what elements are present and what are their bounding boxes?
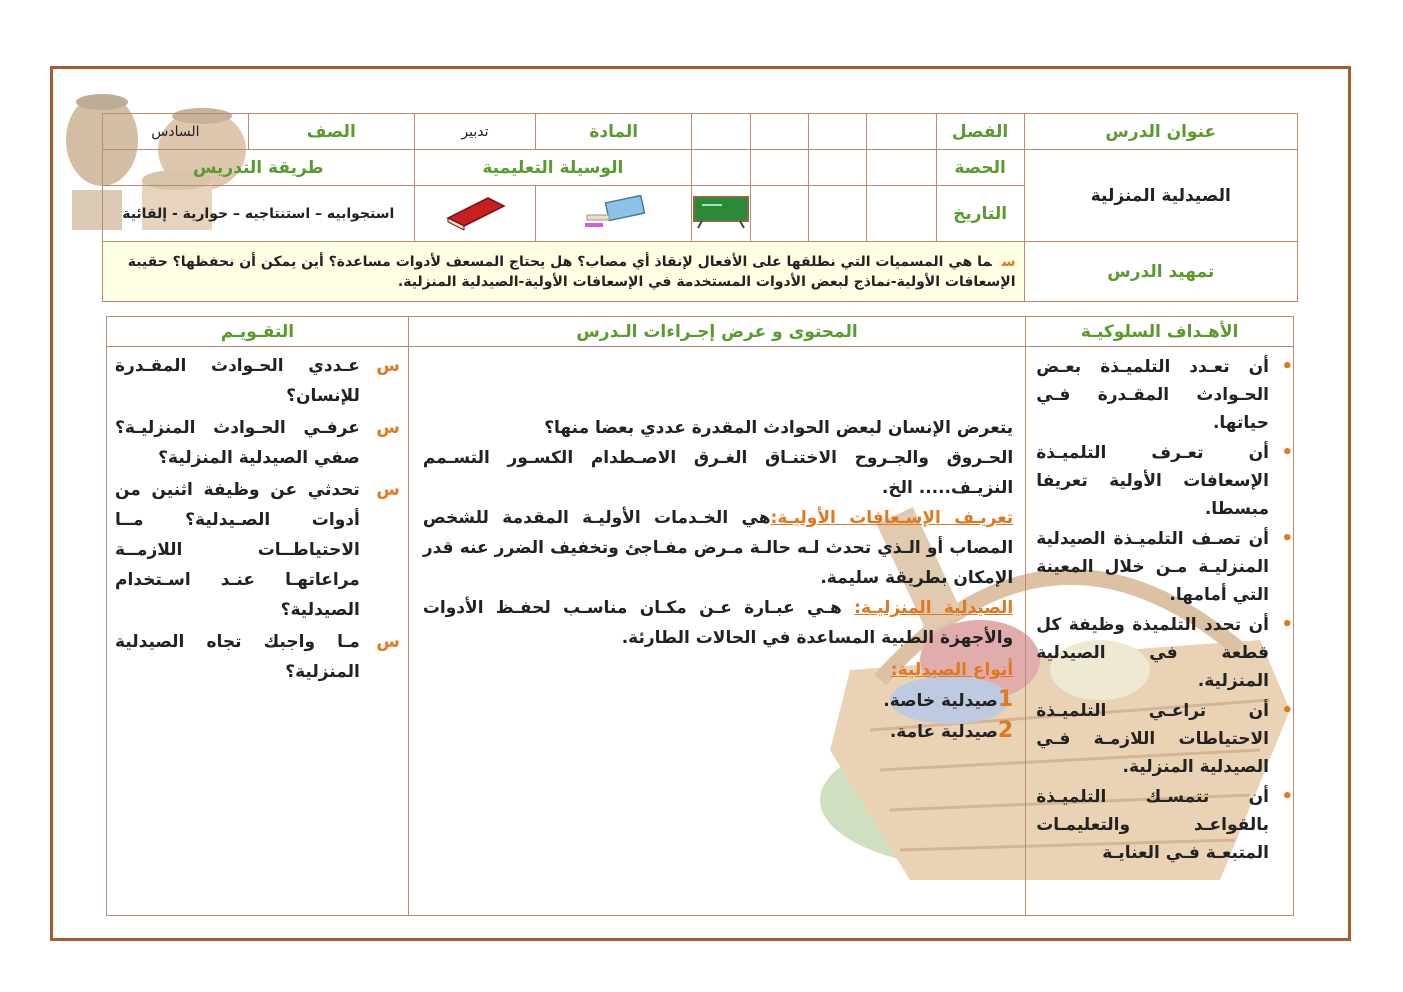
goal-item: • أن تعـرف التلميـذة الإسعافات الأولية تعريفا مبسطا. [1036, 439, 1283, 523]
evaluation-item [115, 413, 400, 473]
evaluation-text: عـددي الحـوادث المقـدرة للإنسان؟ [115, 356, 360, 406]
lesson-header-table [102, 113, 1298, 302]
blank-cell [751, 150, 809, 186]
home-pharmacy-text: هـي عبـارة عـن مكـان مناسـب لحفـظ الأدوات والأجهزة الطبية المساعدة في الحالات الطارئة. [422, 598, 1014, 648]
book-icon [442, 192, 508, 232]
evaluation-header: التقـويـم [107, 317, 409, 347]
blank-cell [866, 150, 936, 186]
home-pharmacy-label: الصيدلية المنزليـة: [854, 598, 1014, 618]
evaluation-item [115, 627, 400, 687]
intro-text: ما هي المسميات التي نطلقها على الأفعال لإنقاذ أي مصاب؟ هل يحتاج المسعف لأدوات مساعدة؟ أين يمكن أن نحفظها؟ حقيبة الإسعافات الأولية-نماذج لبعض الأدوات المستخدمة في الإسعافات الأولية-الصيدلية المنزلية. [127, 253, 1016, 290]
evaluation-item [115, 351, 400, 411]
goal-item: • أن تتمسـك التلميـذة بالقواعـد والتعليمـات المتبعـة فـي العنايـة [1036, 783, 1283, 867]
evaluation-text: مـا واجبك تجاه الصيدلية المنزلية؟ [115, 632, 360, 682]
blank-cell [692, 114, 751, 150]
blank-cell [808, 150, 866, 186]
pharmacy-type-text: صيدلية خاصة. [883, 691, 998, 711]
blank-cell [692, 150, 751, 186]
blank-cell [808, 114, 866, 150]
content-accidents: الحـروق والجـروح الاختنـاق الغـرق الاصـطدام الكسـور التسـمم النزيـف..... الخ. [422, 448, 1014, 498]
semester-label: الفصل [936, 114, 1024, 150]
blackboard-icon-cell [692, 186, 751, 242]
goals-header: الأهـداف السلوكيـة [1026, 317, 1294, 347]
question-marker: س [376, 356, 400, 376]
blank-cell [751, 186, 809, 242]
content-header: المحتوى و عرض إجـراءات الـدرس [408, 317, 1025, 347]
first-aid-definition-label: تعريـف الإسـعافات الأوليـة: [770, 508, 1014, 528]
goal-item: • أن تعـدد التلميـذة بعـض الحـوادث المقـدرة فـي حياتها. [1036, 353, 1283, 437]
book-icon-cell [414, 186, 536, 242]
goals-column [1026, 347, 1294, 916]
blank-cell [866, 186, 936, 242]
blackboard-icon [692, 195, 750, 229]
teaching-aid-label: الوسيلة التعليمية [414, 150, 692, 186]
period-label: الحصة [936, 150, 1024, 186]
evaluation-text: تحدثي عن وظيفة اثنين من أدوات الصـيدلية؟ مــا الاحتياطــات اللازمــة مراعاتهـا عنـد اسـتخدام الصيدلية؟ [115, 480, 360, 620]
subject-label: المادة [536, 114, 692, 150]
lesson-body-table [106, 316, 1294, 916]
intro-question [103, 242, 1025, 302]
goal-item: • أن تراعـي التلميـذة الاحتياطات اللازمـة فـي الصيدلية المنزلية. [1036, 697, 1283, 781]
content-intro: يتعرض الإنسان لبعض الحوادث المقدرة عددي بعضا منها؟ [544, 418, 1014, 438]
pharmacy-types-label [423, 655, 1013, 685]
evaluation-text: عرفـي الحـوادث المنزليـة؟ صفي الصيدلية المنزلية؟ [115, 418, 360, 468]
class-label: الصف [248, 114, 414, 150]
question-marker: س [376, 418, 400, 438]
question-marker: س [1001, 253, 1016, 270]
lesson-title-value: الصيدلية المنزلية [1024, 150, 1297, 242]
eraser-chalk-icon [579, 195, 649, 229]
content-column [408, 347, 1025, 916]
pharmacy-type-text: صيدلية عامة. [889, 722, 998, 742]
blank-cell [866, 114, 936, 150]
pharmacy-type-item [423, 716, 1013, 747]
pharmacy-type-number: 2 [997, 718, 1014, 743]
subject-value: تدبير [414, 114, 536, 150]
first-aid-definition-text: هي الخـدمات الأوليـة المقدمة للشخص المصاب أو الـذي تحدث لـه حالـة مـرض مفـاجئ وتخفيف الضرر عنه قدر الإمكان بطريقة سليمة. [422, 508, 1014, 588]
question-marker: س [376, 632, 400, 652]
pharmacy-types-heading: أنواع الصيدلية: [890, 660, 1014, 680]
date-label: التاريخ [936, 186, 1024, 242]
teaching-method-value: استجوابيه – استنتاجيه – حوارية - إلقائية [103, 186, 415, 242]
lesson-title-label: عنوان الدرس [1024, 114, 1297, 150]
evaluation-column [107, 347, 409, 916]
question-marker: س [376, 480, 400, 500]
eraser-chalk-icon-cell [536, 186, 692, 242]
pharmacy-type-item [423, 685, 1013, 716]
goal-item: • أن تصـف التلميـذة الصيدلية المنزليـة مـن خلال المعينة التي أمامها. [1036, 525, 1283, 609]
evaluation-item [115, 475, 400, 625]
blank-cell [751, 114, 809, 150]
teaching-method-label: طريقة التدريس [103, 150, 415, 186]
pharmacy-type-number: 1 [997, 687, 1014, 712]
home-pharmacy-definition [423, 593, 1013, 653]
blank-cell [808, 186, 866, 242]
class-value: السادس [103, 114, 249, 150]
goal-item: • أن تحدد التلميذة وظيفة كل قطعة في الصيدلية المنزلية. [1036, 611, 1283, 695]
intro-label: تمهيد الدرس [1024, 242, 1297, 302]
first-aid-definition [423, 503, 1013, 593]
